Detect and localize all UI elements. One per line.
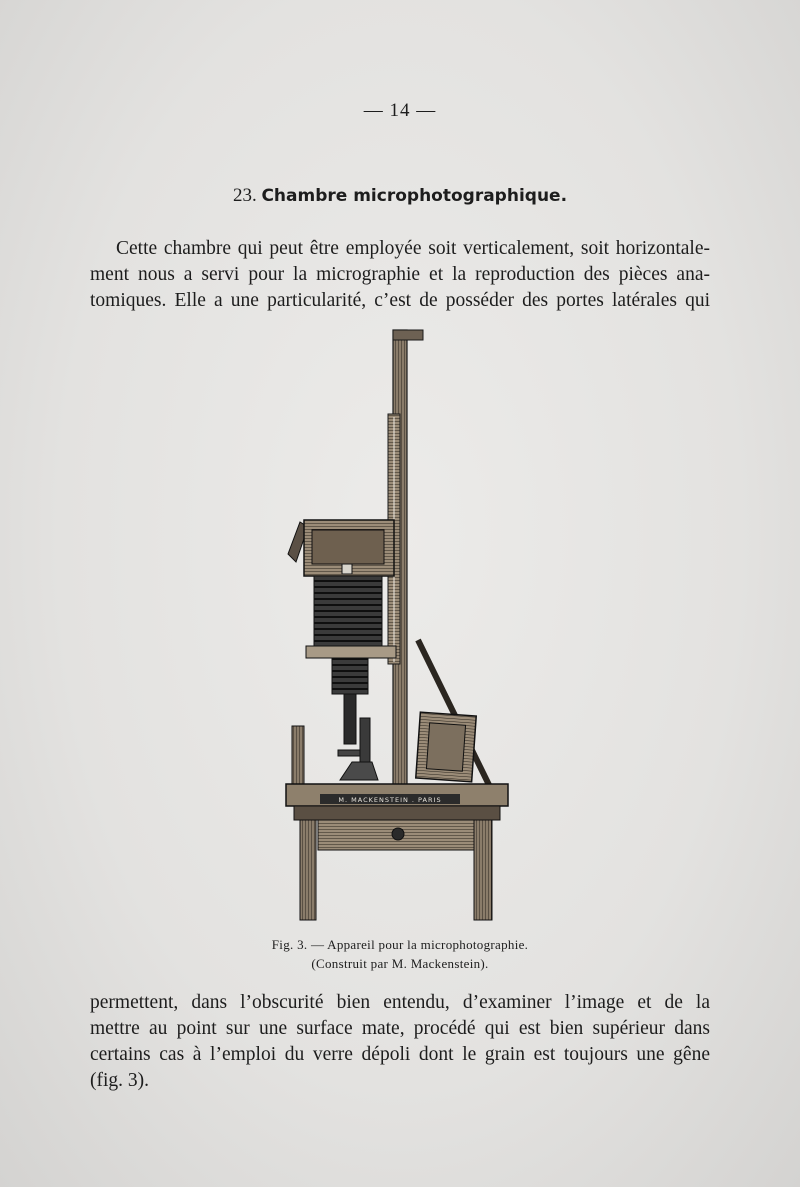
maker-label: M. MACKENSTEIN . PARIS: [338, 796, 442, 804]
paragraph-intro: [90, 236, 710, 314]
camera-bellows: [314, 576, 382, 646]
paragraph-continuation: [90, 990, 710, 1094]
paragraph-line: Cette chambre qui peut être employée soit verticalement, soit horizontale-: [116, 238, 710, 259]
paragraph-line: (fig. 3).: [90, 1070, 150, 1091]
caption-line: Fig. 3. — Appareil pour la microphotographie.: [271, 937, 529, 952]
paragraph-line: certains cas à l’emploi du verre dépoli dont le grain est toujours une gêne: [90, 1044, 710, 1065]
section-title: Chambre microphotographique.: [261, 186, 568, 206]
paragraph-line: ment nous a servi pour la micrographie et la reproduction des pièces ana-: [90, 264, 710, 285]
drawer-knob: [392, 828, 404, 840]
section-heading: [0, 185, 800, 207]
microphotography-apparatus-illustration: [260, 322, 550, 927]
microscope: [344, 694, 356, 744]
caption-line: (Construit par M. Mackenstein).: [311, 956, 489, 971]
paragraph-line: permettent, dans l’obscurité bien entendu, d’examiner l’image et de la: [90, 992, 710, 1013]
page-number: — 14 —: [363, 100, 437, 121]
figure-caption: [0, 935, 800, 973]
section-number: 23.: [232, 185, 257, 206]
paragraph-line: tomiques. Elle a une particularité, c’est de posséder des portes latérales qui: [90, 290, 710, 311]
paragraph-line: mettre au point sur une surface mate, procédé qui est bien supérieur dans: [90, 1018, 710, 1039]
